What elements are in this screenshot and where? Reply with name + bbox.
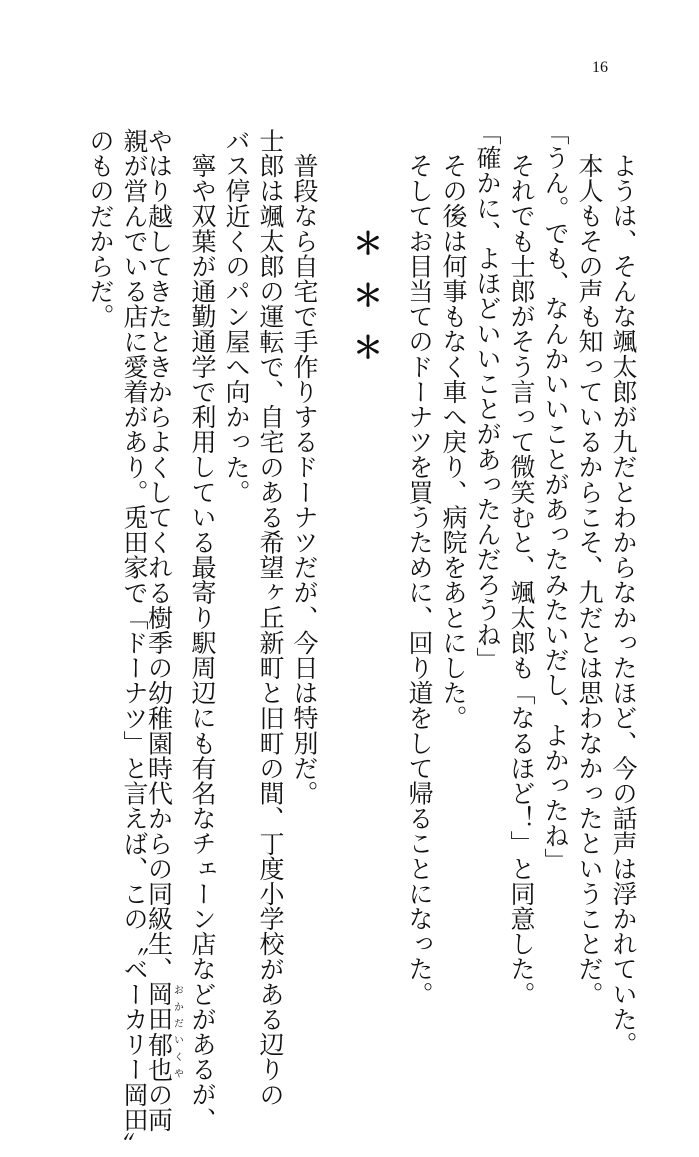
text-column: のものだからだ。 — [86, 128, 115, 329]
text-column: バス停近くのパン屋へ向かった。 — [222, 128, 251, 505]
text-column: それでも士郎がそう言って微笑むと、颯太郎も「なるほど！」と同意した。 — [507, 153, 536, 1007]
ruby-ikuya: 郁也いくや — [144, 1031, 183, 1082]
scene-break-asterisks: ＊＊＊ — [347, 228, 382, 384]
text-column: 「確かに、よほどいいことがあったんだろうね」 — [473, 120, 502, 673]
text-column: ようは、そんな颯太郎が九だとわからなかったほど、今の話声は浮かれていた。 — [609, 153, 638, 1057]
ruby-okada: 岡田おかだ — [144, 981, 183, 1032]
text-column: 普段なら自宅で手作りするドーナツだが、今日は特別だ。 — [290, 153, 319, 806]
text-column: 本人もその声も知っているからこそ、九だとは思わなかったということだ。 — [575, 153, 604, 1007]
text-column-with-ruby — [144, 128, 183, 1133]
text-column: 親が営んでいる店に愛着があり。兎田家で「ドーナツ」と言えば、この〝ベーカリー岡田〟 — [120, 128, 149, 1157]
text-column-segment-tail: の両 — [144, 1081, 174, 1133]
page-number: 16 — [592, 59, 608, 76]
text-column: 士郎は颯太郎の運転で、自宅のある希望ヶ丘新町と旧町の間、丁度小学校がある辺りの — [256, 128, 285, 1107]
text-column: 「うん。でも、なんかいいことがあったみたいだし、よかったね」 — [541, 120, 570, 873]
text-column: そしてお目当てのドーナツを買うために、回り道をして帰ることになった。 — [405, 153, 434, 1007]
text-column: その後は何事もなく車へ戻り、病院をあとにした。 — [439, 153, 468, 731]
text-column: 寧や双葉が通勤通学で利用している最寄り駅周辺にも有名なチェーン店などがあるが、 — [188, 153, 217, 1132]
text-column-segment: やはり越してきたときからよくしてくれる樹季の幼稚園時代からの同級生、 — [144, 128, 174, 982]
